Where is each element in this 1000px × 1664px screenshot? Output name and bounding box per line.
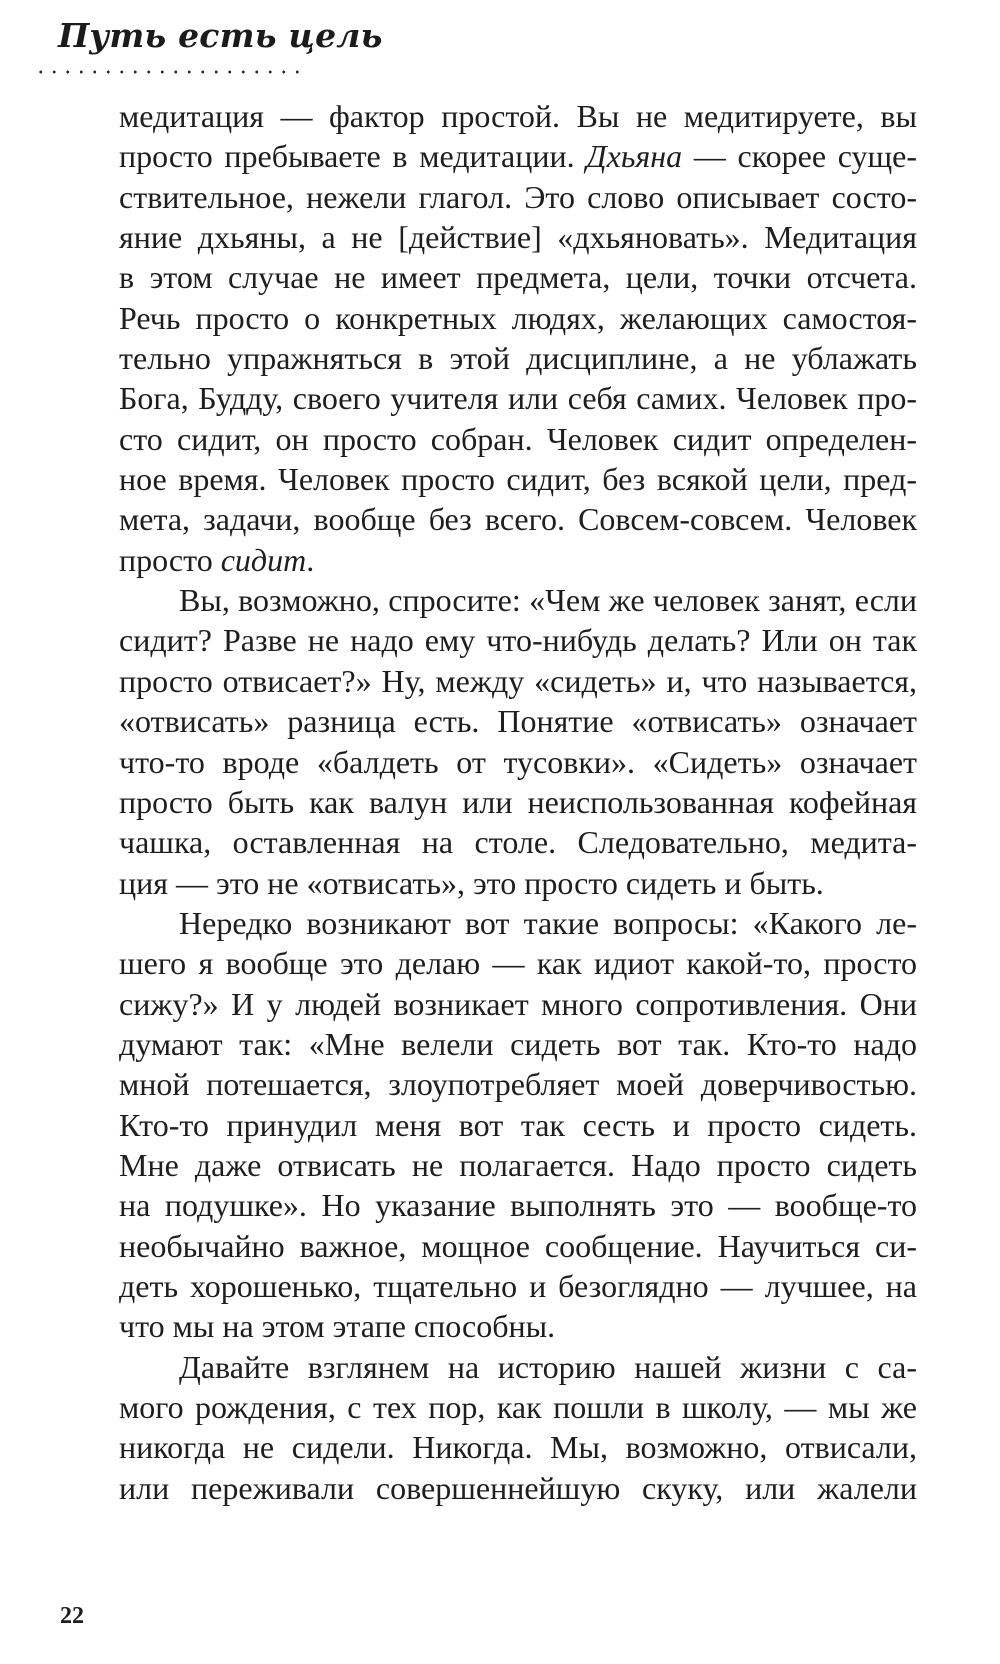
text-line: ция — это не «отвисать», это просто сидеть и быть.: [119, 864, 824, 901]
text-line: мета, задачи, вообще без всего. Совсем-совсем. Человек: [119, 501, 917, 538]
italic-term: сидит: [220, 541, 307, 578]
text-line: сижу?» И у людей возникает много сопротивления. Они: [119, 985, 917, 1022]
text-line: необычайно важное, мощное сообщение. Научиться си-: [119, 1227, 917, 1264]
body-text: [119, 96, 917, 1508]
text-run: — скорее суще-: [682, 138, 918, 175]
italic-term: Дхьяна: [586, 138, 683, 175]
text-line: в этом случае не имеет предмета, цели, точки отсчета.: [119, 259, 917, 296]
text-line: шего я вообще это делаю — как идиот какой-то, просто: [119, 945, 917, 982]
text-line: тельно упражняться в этой дисциплине, а не ублажать: [119, 340, 917, 377]
text-line: Нередко возникают вот такие вопросы: «Какого ле-: [179, 904, 917, 941]
text-line: ствительное, нежели глагол. Это слово описывает состо-: [119, 178, 917, 215]
text-run: .: [306, 541, 315, 578]
text-line: Кто-то принудил меня вот так сесть и просто сидеть.: [119, 1106, 917, 1143]
text-line: что-то вроде «балдеть от тусовки». «Сидеть» означает: [119, 743, 917, 780]
text-line: яние дхьяны, а не [действие] «дхьяновать». Медитация: [119, 219, 917, 256]
text-line: мого рождения, с тех пор, как пошли в школу, — мы же: [119, 1389, 917, 1425]
text-line: что мы на этом этапе способны.: [119, 1308, 556, 1345]
page-number: 22: [60, 1603, 84, 1629]
text-line: просто отвисает?» Ну, между «сидеть» и, что называется,: [119, 662, 917, 699]
running-head-dotted-rule: [34, 70, 304, 74]
text-line: думают так: «Мне велели сидеть вот так. Кто-то надо: [119, 1025, 917, 1062]
text-line: Давайте взглянем на историю нашей жизни с са-: [179, 1348, 917, 1385]
text-run: просто пребываете в медитации.: [119, 138, 587, 175]
text-line: Бога, Будду, своего учителя или себя самих. Человек про-: [119, 380, 917, 417]
text-line: [119, 540, 917, 580]
text-line: медитация — фактор простой. Вы не медитируете, вы: [119, 98, 917, 134]
text-line: [119, 136, 917, 176]
text-line: ное время. Человек просто сидит, без всякой цели, пред-: [119, 461, 917, 498]
text-line: сидит? Разве не надо ему что-нибудь делать? Или он так: [119, 622, 917, 659]
paragraph: [119, 96, 917, 580]
text-run: просто: [119, 541, 221, 578]
text-line: мной потешается, злоупотребляет моей доверчивостью.: [119, 1066, 917, 1103]
text-line: «отвисать» разница есть. Понятие «отвисать» означает: [119, 703, 917, 740]
text-line: Речь просто о конкретных людях, желающих самостоя-: [119, 299, 917, 336]
text-line: чашка, оставленная на столе. Следовательно, медита-: [119, 824, 917, 861]
text-line: Мне даже отвисать не полагается. Надо просто сидеть: [119, 1146, 917, 1183]
text-line: сто сидит, он просто собран. Человек сидит определен-: [119, 420, 917, 457]
paragraph: [119, 1347, 917, 1508]
paragraph: [119, 580, 917, 903]
text-line: Вы, возможно, спросите: «Чем же человек занят, если: [179, 582, 917, 619]
text-line: просто быть как валун или неиспользованная кофейная: [119, 783, 917, 820]
text-line: никогда не сидели. Никогда. Мы, возможно, отвисали,: [119, 1429, 917, 1466]
text-line: на подушке». Но указание выполнять это — вообще-то: [119, 1187, 917, 1224]
paragraph: [119, 903, 917, 1347]
text-line: или переживали совершеннейшую скуку, или жалели: [119, 1469, 917, 1506]
text-line: деть хорошенько, тщательно и безоглядно — лучшее, на: [119, 1267, 917, 1304]
running-head: Путь есть цель: [58, 16, 383, 55]
